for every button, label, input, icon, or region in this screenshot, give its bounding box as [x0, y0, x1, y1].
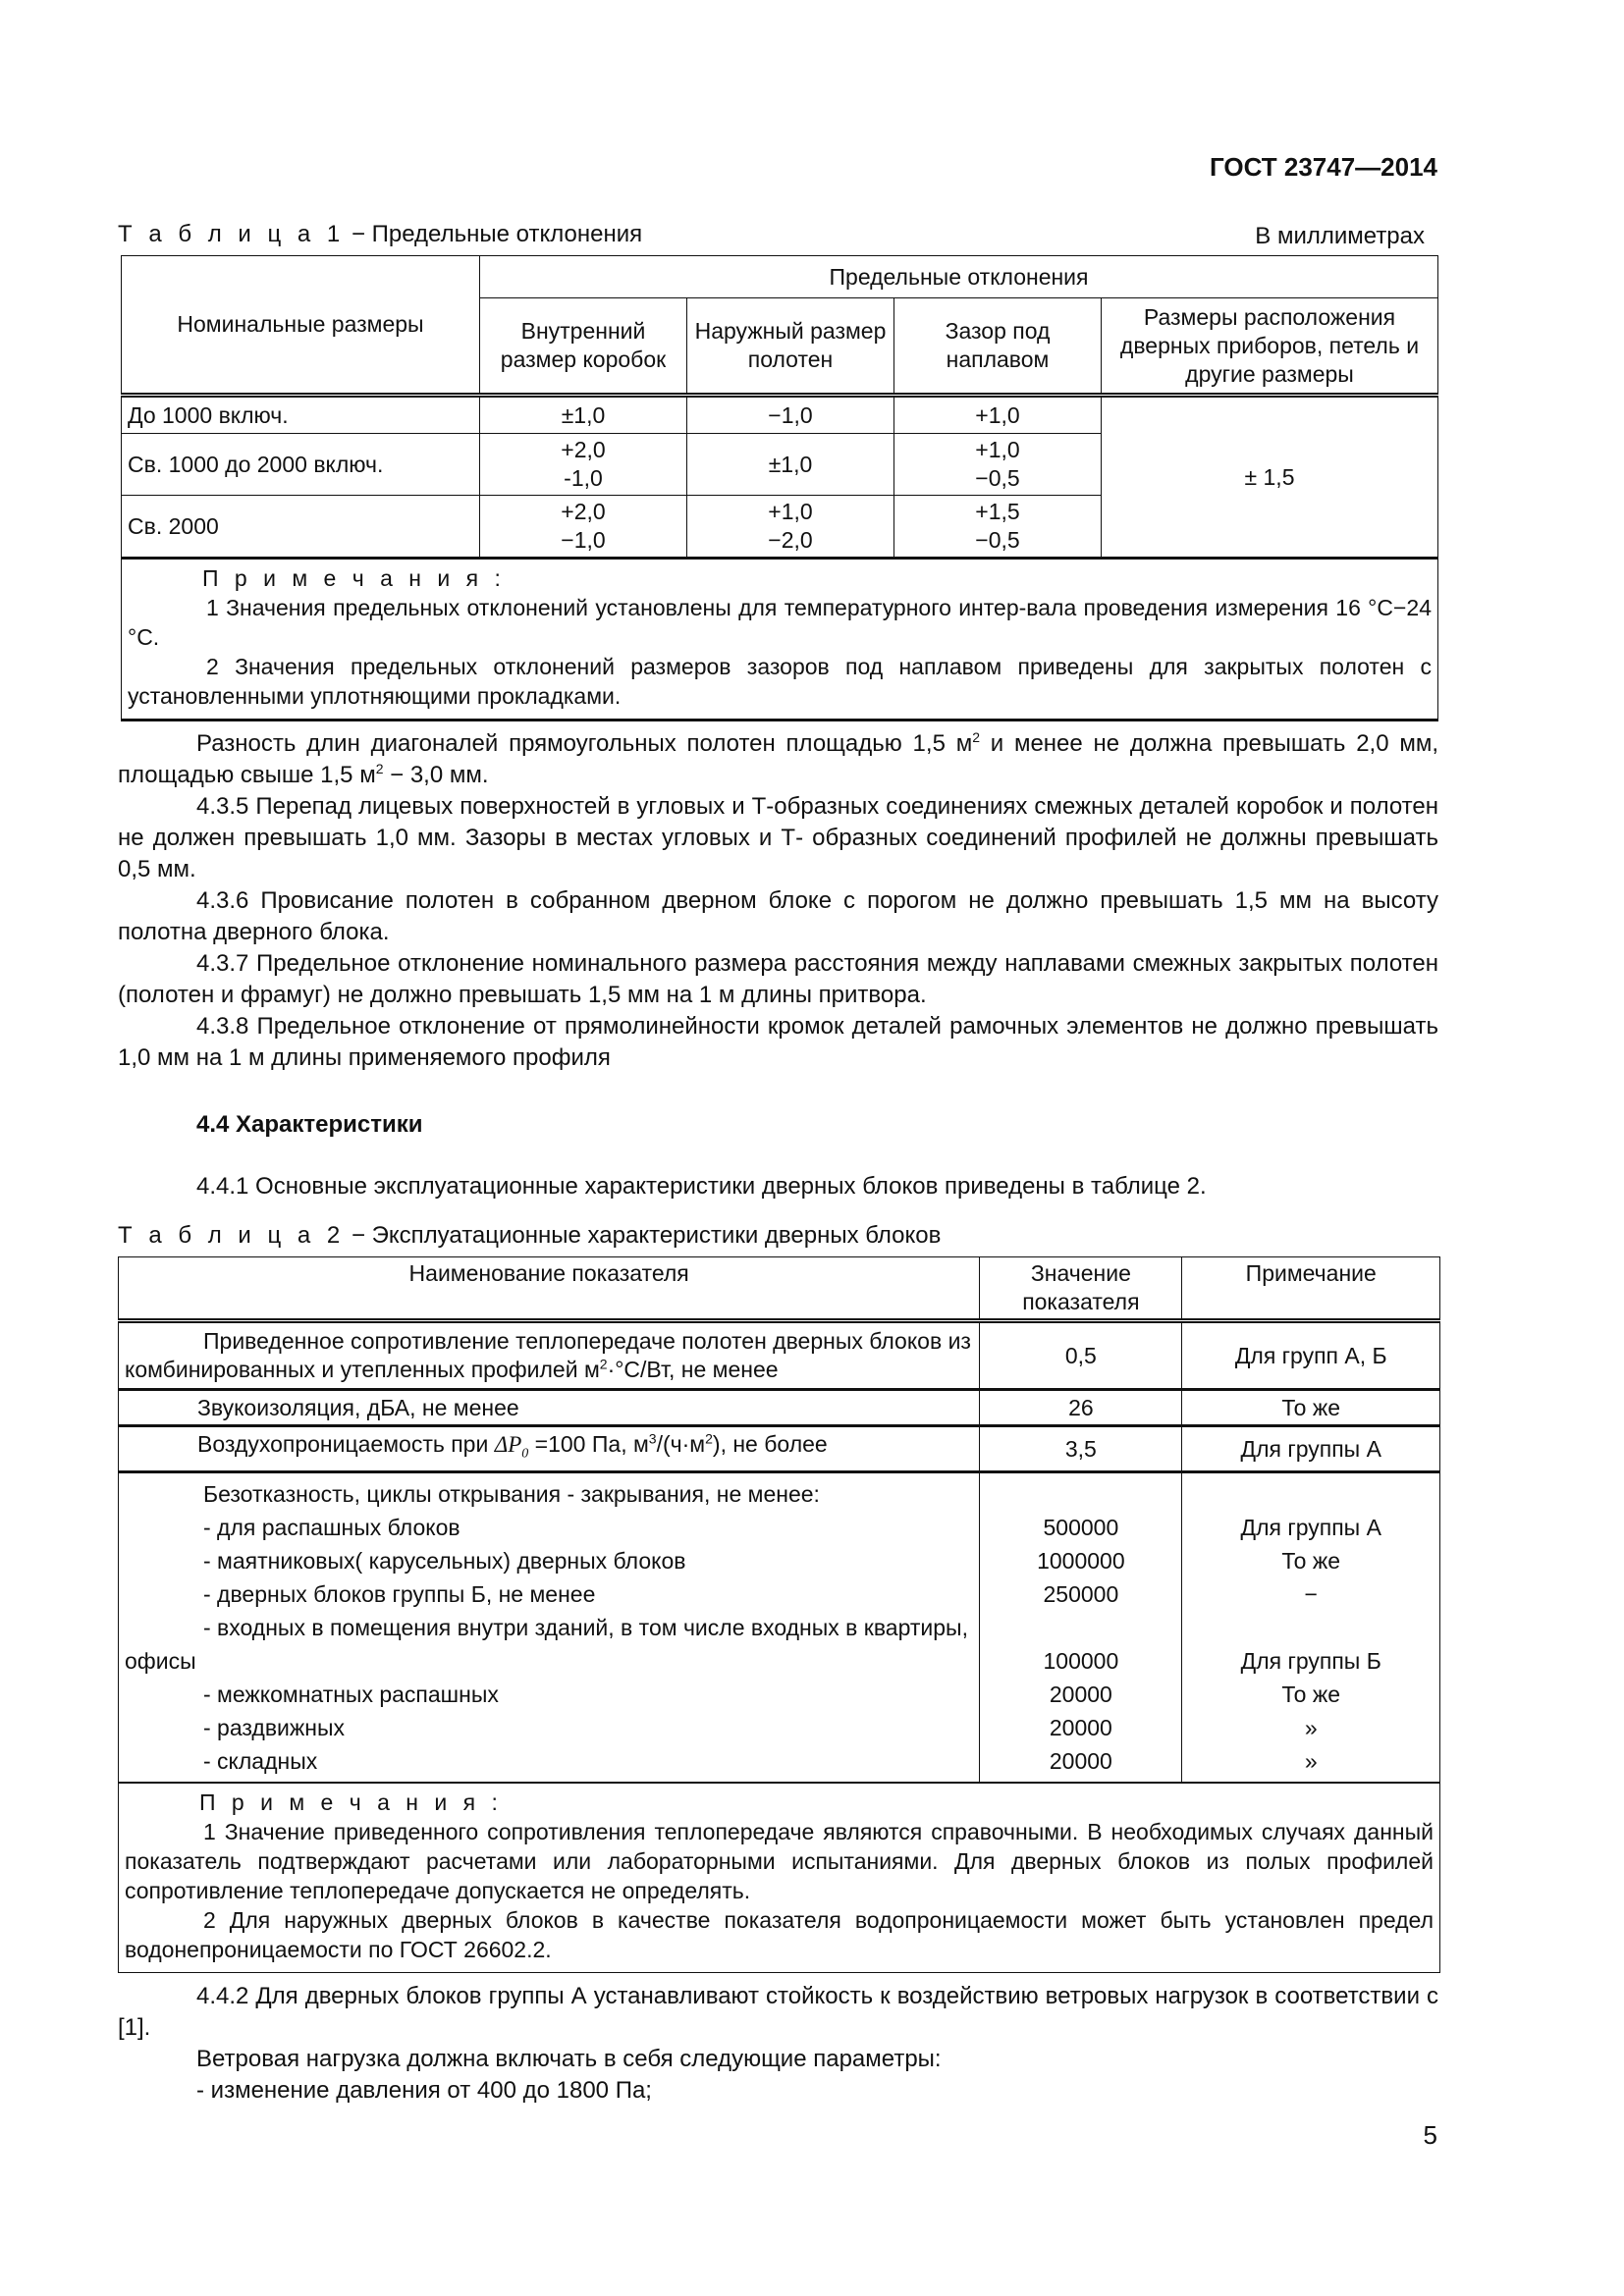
table2-note-2: 2 Для наружных дверных блоков в качестве показателя водопроницаемости может быть установлен предел водонепроницаемости по ГОСТ 26602.2.	[125, 1907, 1434, 1962]
row1-outer: −1,0	[687, 396, 894, 434]
table2-caption	[118, 1222, 941, 1250]
row-thermal-name	[119, 1321, 980, 1390]
text: Воздухопроницаемость при	[197, 1430, 495, 1457]
section-title: 4.4 Характеристики	[196, 1111, 423, 1138]
table2-caption-prefix: Т а б л и ц а 2	[118, 1222, 346, 1249]
header-nominal: Номинальные размеры	[122, 256, 480, 396]
paragraph-pressure-change: - изменение давления от 400 до 1800 Па;	[196, 2077, 652, 2104]
row1-gap: +1,0	[894, 396, 1102, 434]
row3-gap	[894, 496, 1102, 559]
delta-p-symbol	[494, 1431, 529, 1462]
superscript: 3	[648, 1430, 657, 1447]
header-inner: Внутренний размер коробок	[480, 298, 687, 396]
row-sound-note: То же	[1182, 1390, 1440, 1426]
table2-note-1: 1 Значение приведенного сопротивления теплопередаче являются справочными. В необходимых случаях данный показатель подтверждают расчетами или лабораторными испытаниями. Для дверных блоков из полых профилей сопротивление теплопередаче допускается не определять.	[125, 1819, 1434, 1903]
row-sound-name: Звукоизоляция, дБА, не менее	[119, 1390, 980, 1426]
superscript: 2	[972, 729, 980, 745]
reliability-item-7: - складных	[203, 1748, 318, 1774]
row2-gap	[894, 434, 1102, 496]
reliability-value-6: 20000	[1049, 1715, 1112, 1740]
text: ), не более	[712, 1430, 828, 1457]
reliability-note-1: Для группы А	[1240, 1515, 1381, 1540]
document-code: ГОСТ 23747—2014	[1210, 152, 1437, 182]
row3-inner	[480, 496, 687, 559]
reliability-note-5: То же	[1281, 1682, 1341, 1707]
table2-caption-title: − Эксплуатационные характеристики дверных блоков	[345, 1222, 942, 1249]
paragraph-diagonals	[118, 728, 1438, 791]
table1-caption-prefix: Т а б л и ц а 1	[118, 221, 346, 247]
header-group: Предельные отклонения	[480, 256, 1438, 298]
reliability-item-4: - входных в помещения внутри зданий, в том числе входных в квартиры, офисы	[125, 1615, 968, 1674]
other-value: ± 1,5	[1102, 396, 1438, 559]
reliability-item-2: - маятниковых( карусельных) дверных блоков	[203, 1548, 686, 1574]
reliability-item-5: - межкомнатных распашных	[203, 1682, 499, 1707]
subscript: 0	[521, 1446, 529, 1462]
row3-gap-upper: +1,5	[975, 499, 1020, 524]
reliability-value-2: 1000000	[1037, 1548, 1125, 1574]
header-name: Наименование показателя	[119, 1257, 980, 1321]
text: ·°С/Вт, не менее	[607, 1357, 779, 1382]
superscript: 2	[705, 1430, 713, 1447]
reliability-item-3: - дверных блоков группы Б, не менее	[203, 1581, 596, 1607]
row-air-note: Для группы А	[1182, 1426, 1440, 1472]
section-intro	[118, 1171, 1438, 1202]
reliability-note-4: Для группы Б	[1240, 1648, 1381, 1674]
header-value: Значение показателя	[980, 1257, 1182, 1321]
row-reliability-notes	[1182, 1472, 1440, 1784]
table1	[121, 255, 1438, 721]
row-reliability-values	[980, 1472, 1182, 1784]
paragraph-4-3-8: 4.3.8 Предельное отклонение от прямолинейности кромок деталей рамочных элементов не должно превышать 1,0 мм на 1 м длины применяемого профиля	[118, 1013, 1438, 1071]
superscript: 2	[375, 761, 384, 776]
row-air-name	[119, 1426, 980, 1472]
header-other: Размеры расположения дверных приборов, петель и другие размеры	[1102, 298, 1438, 396]
table2	[118, 1256, 1440, 1973]
row2-gap-lower: −0,5	[975, 465, 1020, 491]
row2-nominal: Св. 1000 до 2000 включ.	[122, 434, 480, 496]
table1-caption-title: − Предельные отклонения	[345, 221, 643, 247]
table2-notes	[119, 1783, 1440, 1973]
text: и менее не должна превышать 2,0 мм, площадью свыше 1,5 м	[118, 730, 1439, 788]
reliability-value-4: 100000	[1043, 1648, 1119, 1674]
row1-inner: ±1,0	[480, 396, 687, 434]
reliability-note-3: −	[1304, 1581, 1318, 1607]
row-sound-value: 26	[980, 1390, 1182, 1426]
text: /(ч·м	[656, 1430, 706, 1457]
reliability-item-1: - для распашных блоков	[203, 1515, 460, 1540]
row2-gap-upper: +1,0	[975, 437, 1020, 462]
table2-notes-title: П р и м е ч а н и я :	[199, 1789, 503, 1815]
header-outer: Наружный размер полотен	[687, 298, 894, 396]
row3-inner-lower: −1,0	[561, 527, 606, 553]
row3-outer-upper: +1,0	[768, 499, 813, 524]
row3-gap-lower: −0,5	[975, 527, 1020, 553]
reliability-note-2: То же	[1281, 1548, 1341, 1574]
reliability-value-7: 20000	[1049, 1748, 1112, 1774]
row-thermal-note: Для групп А, Б	[1182, 1321, 1440, 1390]
paragraph-wind-load: Ветровая нагрузка должна включать в себя следующие параметры:	[196, 2046, 942, 2072]
row1-nominal: До 1000 включ.	[122, 396, 480, 434]
reliability-value-1: 500000	[1043, 1515, 1119, 1540]
paragraph-4-4-1: 4.4.1 Основные эксплуатационные характеристики дверных блоков приведены в таблице 2.	[196, 1173, 1207, 1200]
header-gap: Зазор под наплавом	[894, 298, 1102, 396]
paragraph-4-4-2: 4.4.2 Для дверных блоков группы А устанавливают стойкость к воздействию ветровых нагрузок в соответствии с [1].	[118, 1983, 1438, 2041]
row-reliability-name	[119, 1472, 980, 1784]
text: ΔP	[494, 1431, 522, 1457]
table1-notes-title: П р и м е ч а н и я :	[202, 565, 506, 591]
table1-note-2: 2 Значения предельных отклонений размеров зазоров под наплавом приведены для закрытых полотен с установленными уплотняющими прокладками.	[128, 654, 1432, 709]
row-air-value: 3,5	[980, 1426, 1182, 1472]
row3-nominal: Св. 2000	[122, 496, 480, 559]
row2-outer: ±1,0	[687, 434, 894, 496]
text: Приведенное сопротивление теплопередаче полотен дверных блоков из комбинированных и утепленных профилей м	[125, 1328, 971, 1382]
body-section-4-4-2	[118, 1981, 1438, 2107]
row2-inner-upper: +2,0	[561, 437, 606, 462]
row-thermal-value: 0,5	[980, 1321, 1182, 1390]
reliability-item-6: - раздвижных	[203, 1715, 346, 1740]
text: =100 Па, м	[528, 1430, 649, 1457]
table1-notes	[122, 559, 1438, 721]
body-section-4-3	[118, 728, 1438, 1074]
paragraph-4-3-6: 4.3.6 Провисание полотен в собранном дверном блоке с порогом не должно превышать 1,5 мм на высоту полотна дверного блока.	[118, 887, 1438, 945]
row3-outer-lower: −2,0	[768, 527, 813, 553]
reliability-title: Безотказность, циклы открывания - закрывания, не менее:	[203, 1481, 820, 1507]
paragraph-4-3-5: 4.3.5 Перепад лицевых поверхностей в угловых и Т-образных соединениях смежных деталей коробок и полотен не должен превышать 1,0 мм. Зазоры в местах угловых и Т- образных соединений профилей не должны превышать 0,5 мм.	[118, 793, 1438, 882]
row2-inner-lower: -1,0	[564, 465, 603, 491]
text: Разность длин диагоналей прямоугольных полотен площадью 1,5 м	[196, 730, 973, 757]
row2-inner	[480, 434, 687, 496]
table1-note-1: 1 Значения предельных отклонений установлены для температурного интер-вала проведения измерения 16 °С−24 °С.	[128, 595, 1432, 650]
row3-outer	[687, 496, 894, 559]
reliability-value-5: 20000	[1049, 1682, 1112, 1707]
header-note: Примечание	[1182, 1257, 1440, 1321]
reliability-note-7: »	[1304, 1748, 1318, 1774]
superscript: 2	[599, 1356, 608, 1372]
page-number: 5	[1423, 2120, 1437, 2150]
reliability-note-6: »	[1304, 1715, 1318, 1740]
row3-inner-upper: +2,0	[561, 499, 606, 524]
reliability-value-3: 250000	[1043, 1581, 1119, 1607]
table1-units: В миллиметрах	[1255, 223, 1425, 249]
table1-caption	[118, 221, 642, 248]
text: − 3,0 мм.	[383, 762, 489, 788]
paragraph-4-3-7: 4.3.7 Предельное отклонение номинального размера расстояния между наплавами смежных закрытых полотен (полотен и фрамуг) не должно превышать 1,5 мм на 1 м длины притвора.	[118, 950, 1438, 1008]
